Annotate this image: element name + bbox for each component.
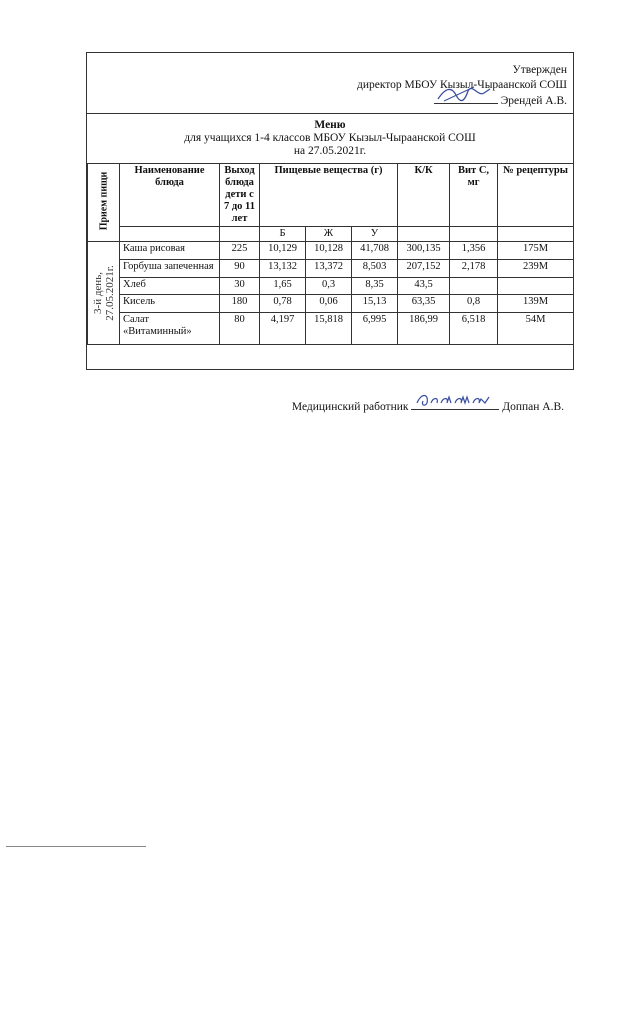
medic-signature-line xyxy=(411,397,499,410)
director-signature-icon xyxy=(434,83,494,105)
dish-kk: 43,5 xyxy=(398,277,450,295)
dish-output: 90 xyxy=(220,259,260,277)
subheader-empty-name xyxy=(120,227,220,242)
medic-signature-block xyxy=(292,397,564,413)
dish-kk: 300,135 xyxy=(398,242,450,260)
table-row xyxy=(88,277,574,295)
dish-recipe: 175М xyxy=(498,242,574,260)
medic-signature-icon xyxy=(415,391,495,409)
dish-vitc: 6,518 xyxy=(450,313,498,345)
medic-name: Доппан А.В. xyxy=(502,401,564,413)
dish-zh: 13,372 xyxy=(306,259,352,277)
subheader-empty-output xyxy=(220,227,260,242)
dish-zh: 0,3 xyxy=(306,277,352,295)
dish-name: Кисель xyxy=(120,295,220,313)
dish-b: 0,78 xyxy=(260,295,306,313)
header-meal-label: Прием пищи xyxy=(98,171,109,231)
table-row xyxy=(88,295,574,313)
approval-line-1: Утвержден xyxy=(512,64,567,76)
dish-name: Салат «Витаминный» xyxy=(120,313,220,345)
dish-vitc: 0,8 xyxy=(450,295,498,313)
dish-name: Горбуша запеченная xyxy=(120,259,220,277)
dish-output: 225 xyxy=(220,242,260,260)
menu-title-block xyxy=(87,119,573,158)
day-cell xyxy=(88,242,120,345)
dish-zh: 0,06 xyxy=(306,295,352,313)
header-kk: К/К xyxy=(398,164,450,227)
page-bottom-rule xyxy=(6,846,146,847)
approval-signature-line xyxy=(434,93,498,104)
dish-recipe: 54М xyxy=(498,313,574,345)
day-label-line-1: 3-й день, xyxy=(91,272,104,314)
table-row xyxy=(88,259,574,277)
table-row xyxy=(88,313,574,345)
day-label xyxy=(92,265,116,321)
menu-table xyxy=(87,163,574,345)
header-divider xyxy=(87,113,573,114)
subheader-u: У xyxy=(352,227,398,242)
menu-subtitle: для учащихся 1-4 классов МБОУ Кызыл-Чыраанской СОШ xyxy=(184,132,476,144)
dish-u: 41,708 xyxy=(352,242,398,260)
director-name: Эрендей А.В. xyxy=(500,95,567,107)
header-nutrients: Пищевые вещества (г) xyxy=(260,164,398,227)
header-recipe: № рецептуры xyxy=(498,164,574,227)
menu-frame xyxy=(86,52,574,370)
dish-vitc xyxy=(450,277,498,295)
header-vitc: Вит С, мг xyxy=(450,164,498,227)
dish-name: Хлеб xyxy=(120,277,220,295)
dish-output: 180 xyxy=(220,295,260,313)
table-row xyxy=(88,242,574,260)
dish-b: 10,129 xyxy=(260,242,306,260)
dish-u: 15,13 xyxy=(352,295,398,313)
table-header-row xyxy=(88,164,574,227)
dish-u: 8,503 xyxy=(352,259,398,277)
subheader-empty-kk xyxy=(398,227,450,242)
header-output: Выход блюда дети с 7 до 11 лет xyxy=(220,164,260,227)
dish-recipe xyxy=(498,277,574,295)
table-subheader-row xyxy=(88,227,574,242)
approval-line-3 xyxy=(357,93,567,109)
menu-date: на 27.05.2021г. xyxy=(293,145,367,157)
dish-vitc: 1,356 xyxy=(450,242,498,260)
dish-recipe: 239М xyxy=(498,259,574,277)
menu-title: Меню xyxy=(314,119,346,131)
subheader-empty-vitc xyxy=(450,227,498,242)
subheader-empty-recipe xyxy=(498,227,574,242)
dish-u: 6,995 xyxy=(352,313,398,345)
dish-u: 8,35 xyxy=(352,277,398,295)
dish-recipe: 139М xyxy=(498,295,574,313)
medic-label: Медицинский работник xyxy=(291,401,409,413)
dish-b: 1,65 xyxy=(260,277,306,295)
dish-zh: 10,128 xyxy=(306,242,352,260)
dish-vitc: 2,178 xyxy=(450,259,498,277)
dish-kk: 63,35 xyxy=(398,295,450,313)
approval-line-2: директор МБОУ Кызыл-Чыраанской СОШ xyxy=(357,79,567,91)
dish-zh: 15,818 xyxy=(306,313,352,345)
dish-name: Каша рисовая xyxy=(120,242,220,260)
dish-kk: 207,152 xyxy=(398,259,450,277)
header-meal xyxy=(88,164,120,242)
dish-kk: 186,99 xyxy=(398,313,450,345)
day-label-line-2: 27.05.2021г. xyxy=(103,265,116,321)
dish-output: 80 xyxy=(220,313,260,345)
approval-block xyxy=(357,63,567,109)
dish-output: 30 xyxy=(220,277,260,295)
dish-b: 4,197 xyxy=(260,313,306,345)
dish-b: 13,132 xyxy=(260,259,306,277)
header-name: Наименование блюда xyxy=(120,164,220,227)
subheader-zh: Ж xyxy=(306,227,352,242)
subheader-b: Б xyxy=(260,227,306,242)
